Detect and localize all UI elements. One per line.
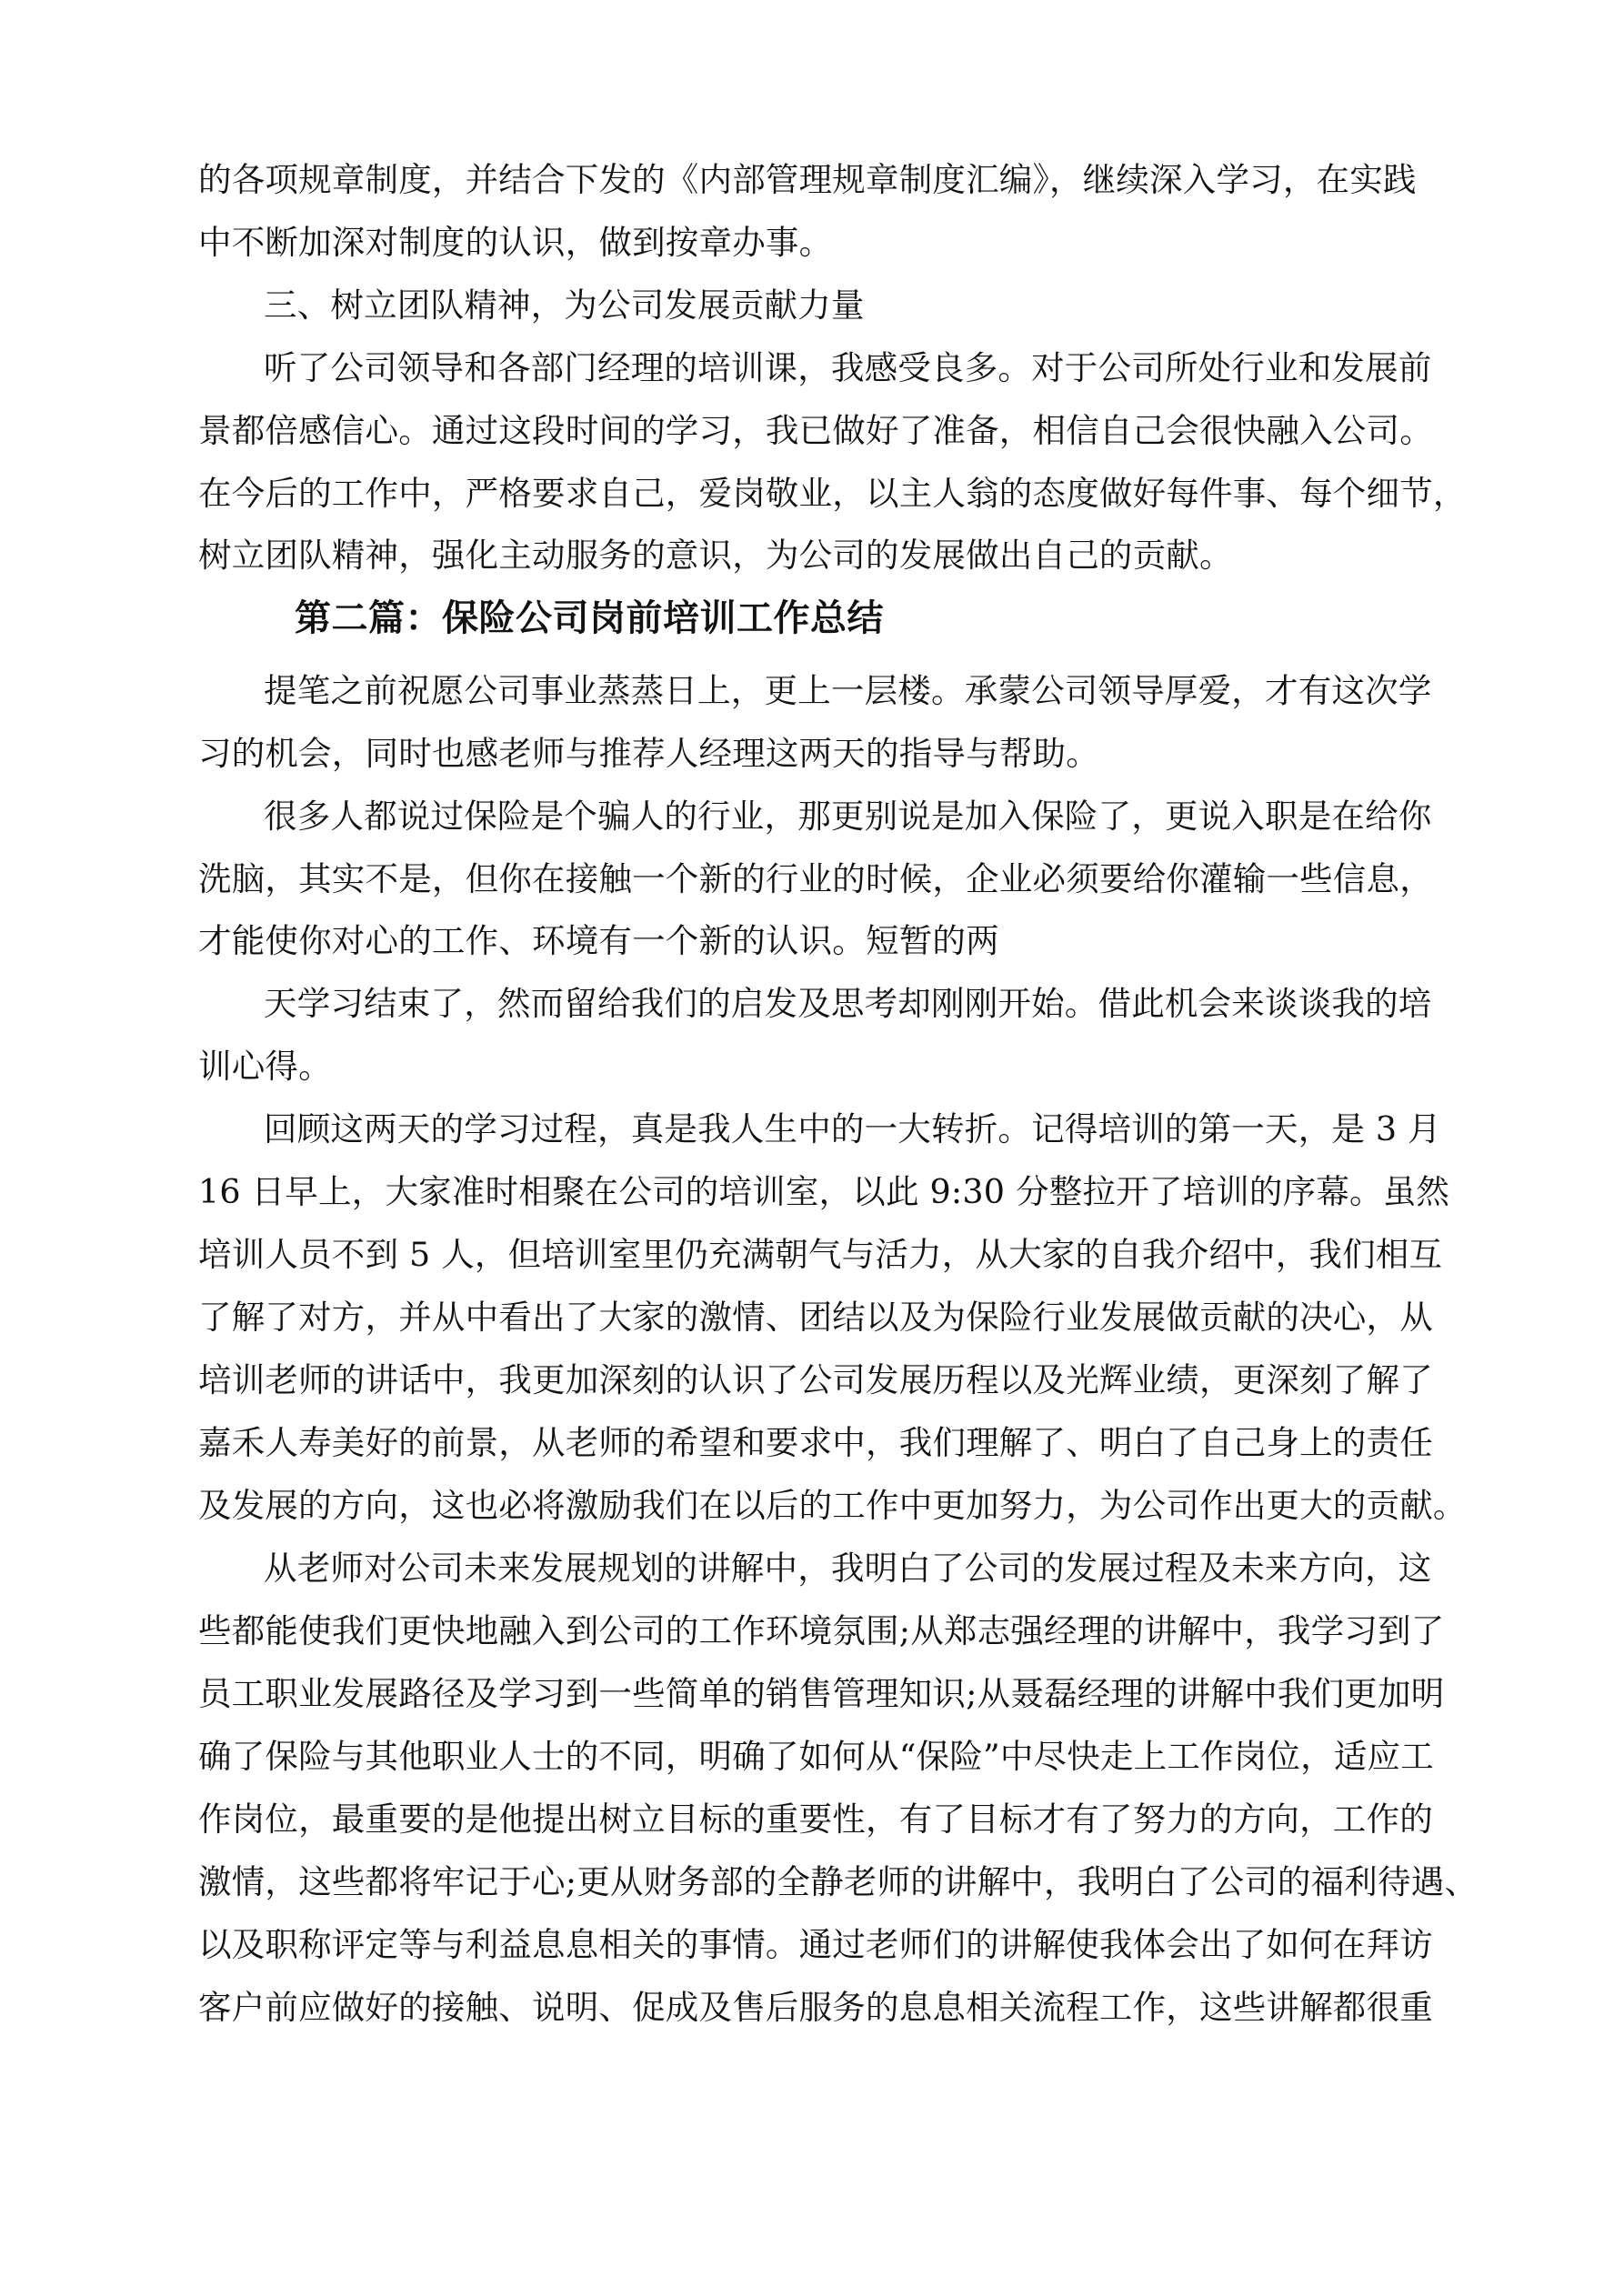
- text-line: 从老师对公司未来发展规划的讲解中，我明白了公司的发展过程及未来方向，这: [264, 1549, 1432, 1588]
- chapter-title: 第二篇：保险公司岗前培训工作总结: [295, 597, 884, 639]
- text-line: 激情，这些都将牢记于心;更从财务部的全静老师的讲解中，我明白了公司的福利待遇、: [198, 1862, 1479, 1901]
- text-line: 些都能使我们更快地融入到公司的工作环境氛围;从郑志强经理的讲解中，我学习到了: [198, 1611, 1445, 1650]
- text-line: 洗脑，其实不是，但你在接触一个新的行业的时候，企业必须要给你灌输一些信息，: [198, 859, 1433, 898]
- text-line: 很多人都说过保险是个骗人的行业，那更别说是加入保险了，更说入职是在给你: [264, 797, 1432, 836]
- text-line: 了解了对方，并从中看出了大家的激情、团结以及为保险行业发展做贡献的决心，从: [198, 1298, 1433, 1337]
- text-line: 习的机会，同时也感老师与推荐人经理这两天的指导与帮助。: [198, 734, 1099, 773]
- text-line: 员工职业发展路径及学习到一些简单的销售管理知识;从聂磊经理的讲解中我们更加明: [198, 1674, 1445, 1713]
- text-line: 天学习结束了，然而留给我们的启发及思考却刚刚开始。借此机会来谈谈我的培: [264, 984, 1432, 1023]
- text-line: 培训人员不到 5 人，但培训室里仍充满朝气与活力，从大家的自我介绍中，我们相互: [198, 1235, 1443, 1274]
- text-line: 听了公司领导和各部门经理的培训课，我感受良多。对于公司所处行业和发展前: [264, 348, 1432, 387]
- text-line: 在今后的工作中，严格要求自己，爱岗敬业，以主人翁的态度做好每件事、每个细节，: [198, 474, 1467, 513]
- text-line: 景都倍感信心。通过这段时间的学习，我已做好了准备，相信自己会很快融入公司。: [198, 411, 1433, 450]
- text-line: 嘉禾人寿美好的前景，从老师的希望和要求中，我们理解了、明白了自己身上的责任: [198, 1423, 1433, 1462]
- text-line: 客户前应做好的接触、说明、促成及售后服务的息息相关流程工作，这些讲解都很重: [198, 1988, 1433, 2027]
- section-heading: 三、树立团队精神，为公司发展贡献力量: [264, 286, 865, 325]
- text-line: 以及职称评定等与利益息息相关的事情。通过老师们的讲解使我体会出了如何在拜访: [198, 1925, 1433, 1964]
- text-line: 才能使你对心的工作、环境有一个新的认识。短暂的两: [198, 921, 999, 960]
- text-line: 提笔之前祝愿公司事业蒸蒸日上，更上一层楼。承蒙公司领导厚爱，才有这次学: [264, 671, 1432, 710]
- text-line: 培训老师的讲话中，我更加深刻的认识了公司发展历程以及光辉业绩，更深刻了解了: [198, 1360, 1433, 1399]
- text-line: 的各项规章制度，并结合下发的《内部管理规章制度汇编》，继续深入学习，在实践: [198, 160, 1417, 199]
- text-line: 作岗位，最重要的是他提出树立目标的重要性，有了目标才有了努力的方向，工作的: [198, 1800, 1433, 1839]
- text-line: 树立团队精神，强化主动服务的意识，为公司的发展做出自己的贡献。: [198, 536, 1233, 575]
- text-line: 16 日早上，大家准时相聚在公司的培训室，以此 9:30 分整拉开了培训的序幕。虽然: [198, 1172, 1450, 1211]
- text-line: 确了保险与其他职业人士的不同，明确了如何从“保险”中尽快走上工作岗位，适应工: [198, 1737, 1434, 1776]
- text-line: 中不断加深对制度的认识，做到按章办事。: [198, 223, 833, 262]
- text-line: 回顾这两天的学习过程，真是我人生中的一大转折。记得培训的第一天，是 3 月: [264, 1109, 1441, 1148]
- text-line: 训心得。: [198, 1047, 332, 1086]
- text-line: 及发展的方向，这也必将激励我们在以后的工作中更加努力，为公司作出更大的贡献。: [198, 1486, 1467, 1525]
